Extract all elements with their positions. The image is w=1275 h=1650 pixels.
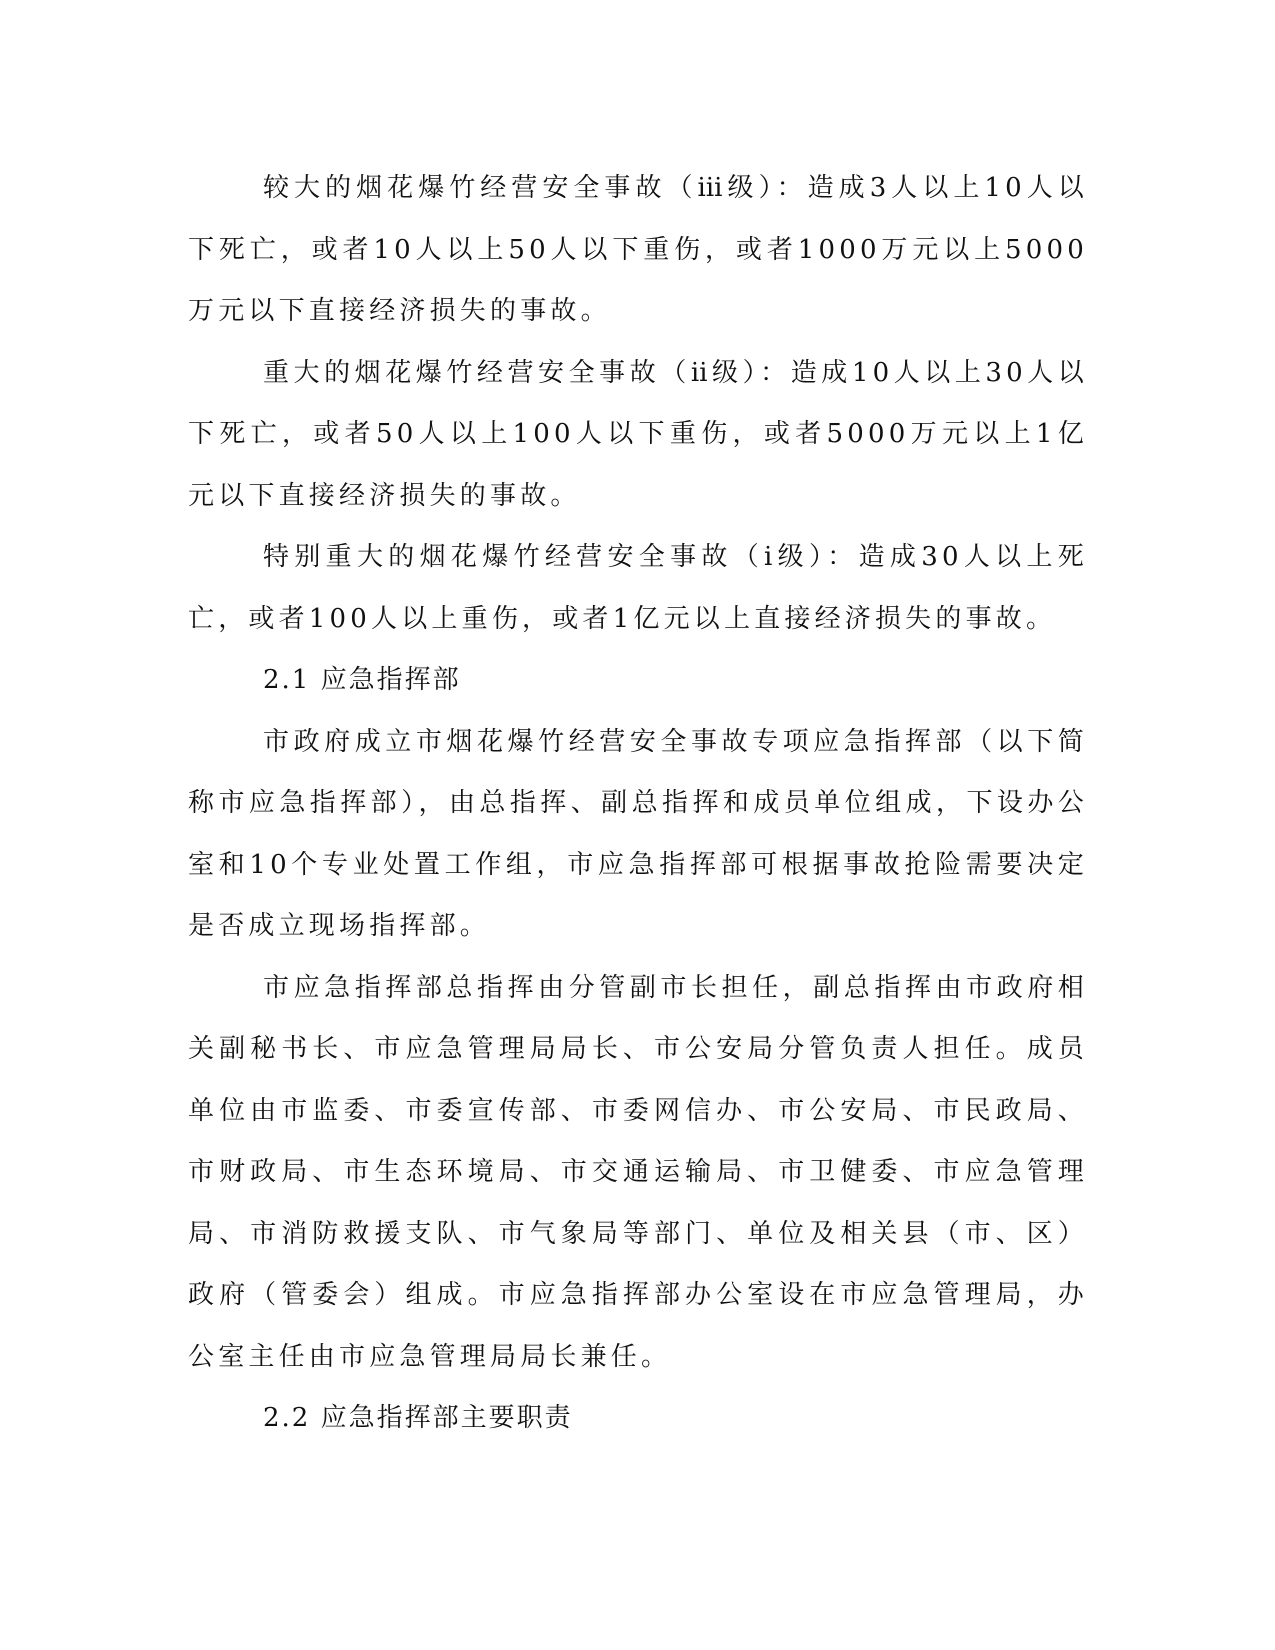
section-heading-2-1: 2.1 应急指挥部: [263, 665, 461, 695]
document-body: [188, 158, 1088, 1450]
paragraph-command-composition: 市应急指挥部总指挥由分管副市长担任，副总指挥由市政府相关副秘书长、市应急管理局局长、市公安局分管负责人担任。成员单位由市监委、市委宣传部、市委网信办、市公安局、市民政局、市财政局、市生态环境局、市交通运输局、市卫健委、市应急管理局、市消防救援支队、市气象局等部门、单位及相关县（市、区）政府（管委会）组成。市应急指挥部办公室设在市应急管理局，办公室主任由市应急管理局局长兼任。: [188, 972, 1088, 1372]
paragraph-command-establishment: 市政府成立市烟花爆竹经营安全事故专项应急指挥部（以下简称市应急指挥部），由总指挥、副总指挥和成员单位组成，下设办公室和10个专业处置工作组，市应急指挥部可根据事故抢险需要决定是否成立现场指挥部。: [188, 726, 1088, 941]
paragraph-level-i-accident: 特别重大的烟花爆竹经营安全事故（ⅰ级）：造成30人以上死亡，或者100人以上重伤，或者1亿元以上直接经济损失的事故。: [188, 542, 1088, 634]
paragraph-level-iii-accident: 较大的烟花爆竹经营安全事故（ⅲ级）：造成3人以上10人以下死亡，或者10人以上50人以下重伤，或者1000万元以上5000万元以下直接经济损失的事故。: [188, 173, 1088, 326]
paragraph-level-ii-accident: 重大的烟花爆竹经营安全事故（ⅱ级）：造成10人以上30人以下死亡，或者50人以上100人以下重伤，或者5000万元以上1亿元以下直接经济损失的事故。: [188, 357, 1088, 511]
section-heading-2-2: 2.2 应急指挥部主要职责: [263, 1403, 573, 1433]
